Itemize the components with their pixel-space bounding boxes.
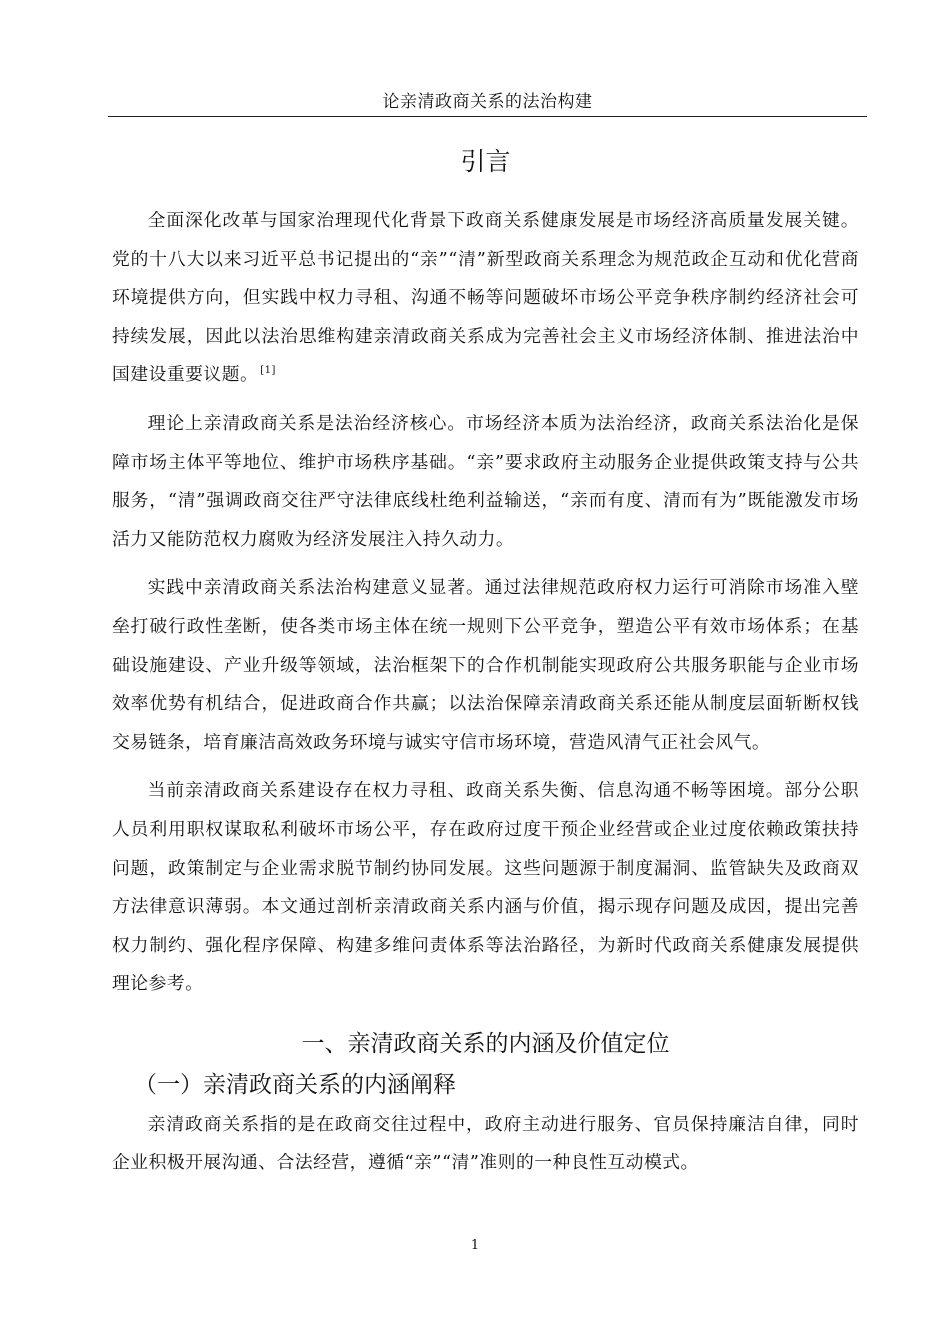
intro-paragraph-4: [112, 772, 859, 1004]
citation-marker[interactable]: [1]: [260, 365, 276, 377]
intro-paragraph-2: [112, 405, 859, 559]
intro-title: 引言: [460, 147, 511, 176]
intro-paragraph-3-text: 实践中亲清政商关系法治构建意义显著。通过法律规范政府权力运行可消除市场准入壁垒打破行政性垄断，使各类市场主体在统一规则下公平竞争，塑造公平有效市场体系；在基础设施建设、产业升级等领域，法治框架下的合作机制能实现政府公共服务职能与企业市场效率优势有机结合，促进政商合作共赢；以法治保障亲清政商关系还能从制度层面斩断权钱交易链条，培育廉洁高效政务环境与诚实守信市场环境，营造风清气正社会风气。: [112, 577, 859, 753]
document-body: [112, 144, 859, 1193]
subsection-1-1-heading: （一）亲清政商关系的内涵阐释: [134, 1071, 456, 1098]
intro-paragraph-4-text: 当前亲清政商关系建设存在权力寻租、政商关系失衡、信息沟通不畅等困境。部分公职人员利用职权谋取私利破坏市场公平，存在政府过度干预企业经营或企业过度依赖政策扶持问题，政策制定与企业需求脱节制约协同发展。这些问题源于制度漏洞、监管缺失及政商双方法律意识薄弱。本文通过剖析亲清政商关系内涵与价值，揭示现存问题及成因，提出完善权力制约、强化程序保障、构建多维问责体系等法治路径，为新时代政商关系健康发展提供理论参考。: [112, 780, 859, 995]
intro-paragraph-1-text: 全面深化改革与国家治理现代化背景下政商关系健康发展是市场经济高质量发展关键。党的十八大以来习近平总书记提出的“亲”“清”新型政商关系理念为规范政企互动和优化营商环境提供方向，但实践中权力寻租、沟通不畅等问题破坏市场公平竞争秩序制约经济社会可持续发展，因此以法治思维构建亲清政商关系成为完善社会主义市场经济体制、推进法治中国建设重要议题。: [112, 210, 859, 386]
header-divider: [108, 116, 867, 117]
intro-paragraph-1: [112, 202, 859, 395]
intro-paragraph-3: [112, 569, 859, 762]
intro-paragraph-2-text: 理论上亲清政商关系是法治经济核心。市场经济本质为法治经济，政商关系法治化是保障市场主体平等地位、维护市场秩序基础。“亲”要求政府主动服务企业提供政策支持与公共服务，“清”强调政商交往严守法律底线杜绝利益输送，“亲而有度、清而有为”既能激发市场活力又能防范权力腐败为经济发展注入持久动力。: [112, 412, 859, 550]
section-1-heading: 一、亲清政商关系的内涵及价值定位: [301, 1030, 670, 1057]
subsection-1-1-paragraph-1-text: 亲清政商关系指的是在政商交往过程中，政府主动进行服务、官员保持廉洁自律，同时企业积极开展沟通、合法经营，遵循“亲”“清”准则的一种良性互动模式。: [112, 1113, 859, 1174]
page-number: 1: [470, 1238, 480, 1253]
running-header: 论亲清政商关系的法治构建: [382, 92, 593, 112]
subsection-1-1-paragraph-1: [112, 1106, 859, 1183]
